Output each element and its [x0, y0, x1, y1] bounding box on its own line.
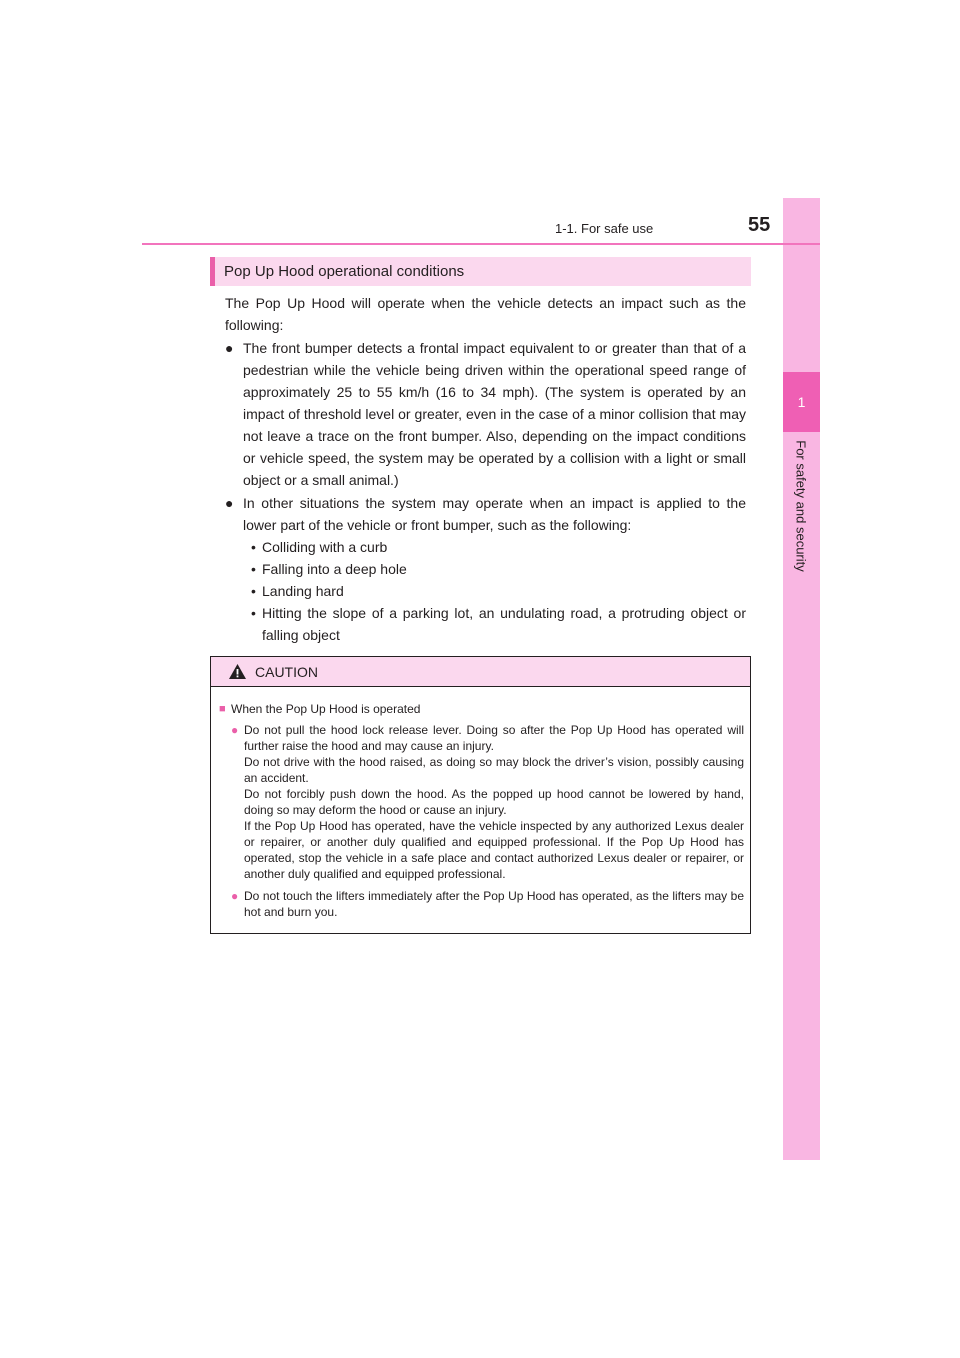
caution-line: If the Pop Up Hood has operated, have the vehicle inspected by any authorized Lexus dealer or repairer, or another duly qualified and equipped professional. If the Pop Up Hood has operated, stop the vehicle in a safe place and contact authorized Lexus dealer or repairer, or another duly qualified and equipped professional. [244, 819, 744, 881]
caution-line: Do not forcibly push down the hood. As the popped up hood cannot be lowered by hand, doing so may deform the hood or cause an injury. [244, 787, 744, 817]
side-tab [783, 198, 820, 1160]
warning-triangle-icon [228, 663, 247, 680]
list-item [225, 492, 746, 646]
sub-list-item [245, 536, 746, 558]
sub-list-text: Hitting the slope of a parking lot, an undulating road, a protruding object or falling object [262, 605, 746, 643]
sub-list-item [245, 602, 746, 646]
bullet-icon: ● [225, 495, 234, 511]
caution-line: Do not drive with the hood raised, as doing so may block the driver’s vision, possibly causing an accident. [244, 755, 744, 785]
caution-box [210, 656, 751, 934]
caution-subheading-text: When the Pop Up Hood is operated [231, 702, 421, 716]
chapter-number: 1 [783, 372, 820, 432]
caution-subheading [219, 701, 744, 717]
bullet-icon: ● [231, 889, 239, 903]
caution-line: Do not pull the hood lock release lever. Doing so after the Pop Up Hood has operated will further raise the hood and may cause an injury. [244, 723, 744, 753]
caution-item [219, 888, 744, 920]
square-bullet-icon: ■ [219, 703, 226, 715]
section-header: 1-1. For safe use [555, 221, 654, 236]
bullet-icon: ● [231, 723, 239, 737]
middot-icon: • [251, 539, 256, 555]
caution-body [211, 687, 750, 920]
caution-title: CAUTION [255, 663, 318, 680]
bullet-text: In other situations the system may operate when an impact is applied to the lower part of the vehicle or front bumper, such as the following: [243, 495, 746, 533]
middot-icon: • [251, 583, 256, 599]
section-title: Pop Up Hood operational conditions [210, 257, 751, 286]
section-body [225, 292, 746, 646]
sub-list-text: Falling into a deep hole [262, 561, 407, 577]
caution-line: Do not touch the lifters immediately after the Pop Up Hood has operated, as the lifters may be hot and burn you. [244, 889, 744, 919]
bullet-icon: ● [225, 340, 234, 356]
bullet-text: The front bumper detects a frontal impact equivalent to or greater than that of a pedestrian while the vehicle being driven within the operational speed range of approximately 25 to 55 km/h (16 to 34 mph). (The system is operated by an impact of threshold level or greater, even in the case of a minor collision that may not leave a trace on the front bumper. Also, depending on the impact conditions or vehicle speed, the system may be operated by a collision with a light or small object or a small animal.) [243, 340, 746, 488]
middot-icon: • [251, 605, 256, 621]
sub-list [243, 536, 746, 646]
chapter-title: For safety and security [793, 440, 809, 572]
sub-list-item [245, 580, 746, 602]
caution-item [219, 722, 744, 882]
middot-icon: • [251, 561, 256, 577]
sub-list-item [245, 558, 746, 580]
sub-list-text: Colliding with a curb [262, 539, 388, 555]
caution-header [211, 657, 750, 687]
intro-paragraph: The Pop Up Hood will operate when the vehicle detects an impact such as the following: [225, 295, 746, 333]
header-rule [142, 243, 820, 245]
page-number: 55 [748, 214, 771, 236]
list-item [225, 337, 746, 491]
sub-list-text: Landing hard [262, 583, 344, 599]
